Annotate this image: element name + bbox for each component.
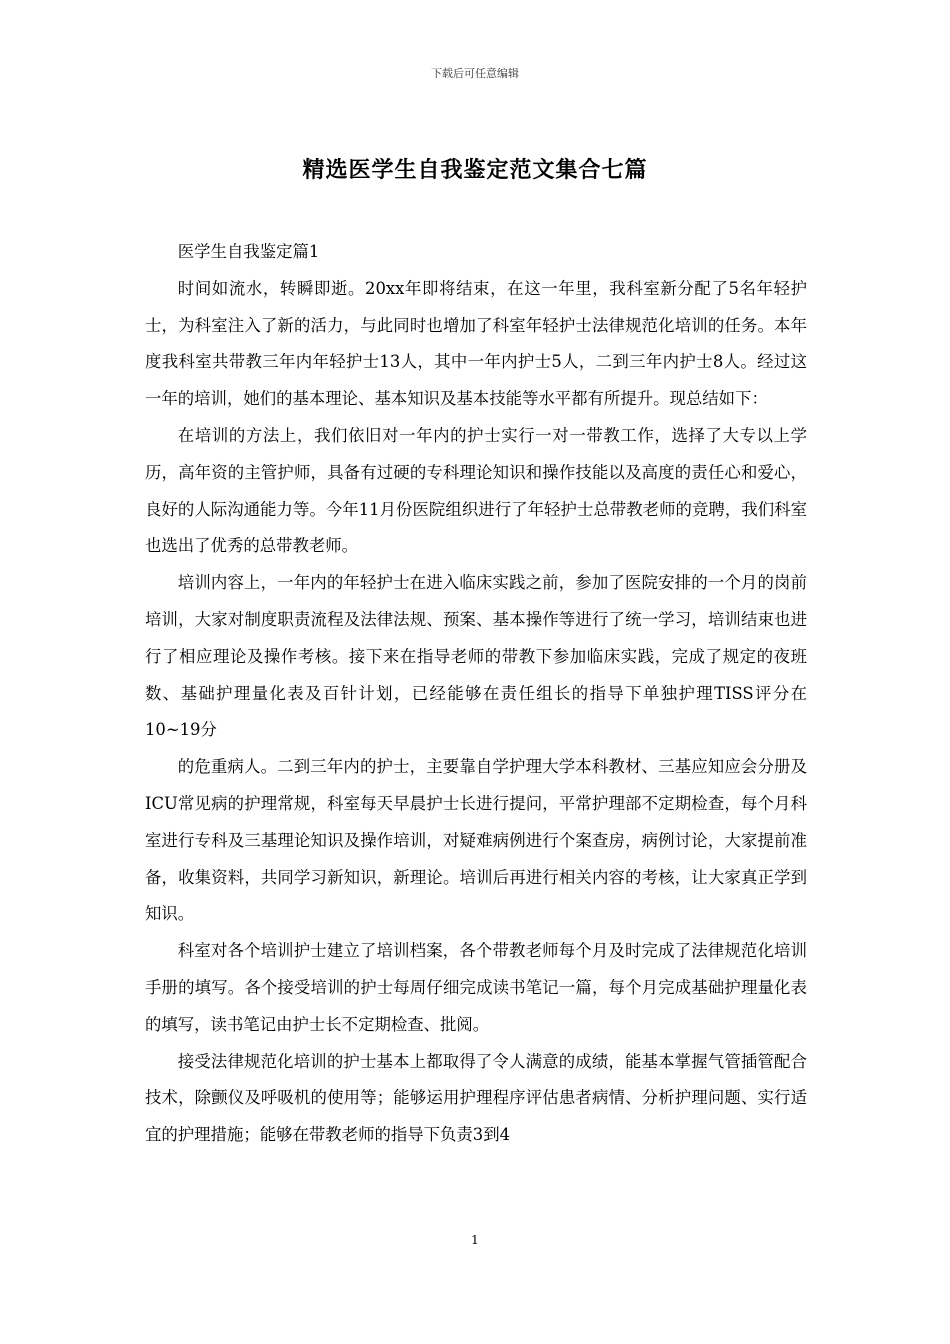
body-paragraph-1: 时间如流水，转瞬即逝。20xx年即将结束，在这一年里，我科室新分配了5名年轻护士，为科室注入了新的活力，与此同时也增加了科室年轻护士法律规范化培训的任务。本年度我科室共带教三年内年轻护士13人，其中一年内护士5人，二到三年内护士8人。经过这一年的培训，她们的基本理论、基本知识及基本技能等水平都有所提升。现总结如下： xyxy=(145,278,807,409)
body-paragraph-2: 在培训的方法上，我们依旧对一年内的护士实行一对一带教工作，选择了大专以上学历，高年资的主管护师，具备有过硬的专科理论知识和操作技能以及高度的责任心和爱心，良好的人际沟通能力等。今年11月份医院组织进行了年轻护士总带教老师的竞聘，我们科室也选出了优秀的总带教老师。 xyxy=(145,425,807,556)
page-number: 1 xyxy=(471,1233,479,1247)
page-header-note: 下载后可任意编辑 xyxy=(431,67,519,80)
body-paragraph-6: 接受法律规范化培训的护士基本上都取得了令人满意的成绩，能基本掌握气管插管配合技术，除颤仪及呼吸机的使用等；能够运用护理程序评估患者病情、分析护理问题、实行适宜的护理措施；能够在带教老师的指导下负责3到4 xyxy=(145,1051,807,1145)
section-heading: 医学生自我鉴定篇1 xyxy=(177,242,320,261)
document-title: 精选医学生自我鉴定范文集合七篇 xyxy=(302,157,648,183)
document-body xyxy=(145,234,807,1154)
body-paragraph-4: 的危重病人。二到三年内的护士，主要靠自学护理大学本科教材、三基应知应会分册及ICU常见病的护理常规，科室每天早晨护士长进行提问，平常护理部不定期检查，每个月科室进行专科及三基理论知识及操作培训，对疑难病例进行个案查房，病例讨论，大家提前准备，收集资料，共同学习新知识，新理论。培训后再进行相关内容的考核，让大家真正学到知识。 xyxy=(145,757,807,924)
body-paragraph-5: 科室对各个培训护士建立了培训档案，各个带教老师每个月及时完成了法律规范化培训手册的填写。各个接受培训的护士每周仔细完成读书笔记一篇，每个月完成基础护理量化表的填写，读书笔记由护士长不定期检查、批阅。 xyxy=(145,941,807,1034)
body-paragraph-3: 培训内容上，一年内的年轻护士在进入临床实践之前，参加了医院安排的一个月的岗前培训，大家对制度职责流程及法律法规、预案、基本操作等进行了统一学习，培训结束也进行了相应理论及操作考核。接下来在指导老师的带教下参加临床实践，完成了规定的夜班数、基础护理量化表及百针计划，已经能够在责任组长的指导下单独护理TISS评分在10~19分 xyxy=(145,573,807,740)
